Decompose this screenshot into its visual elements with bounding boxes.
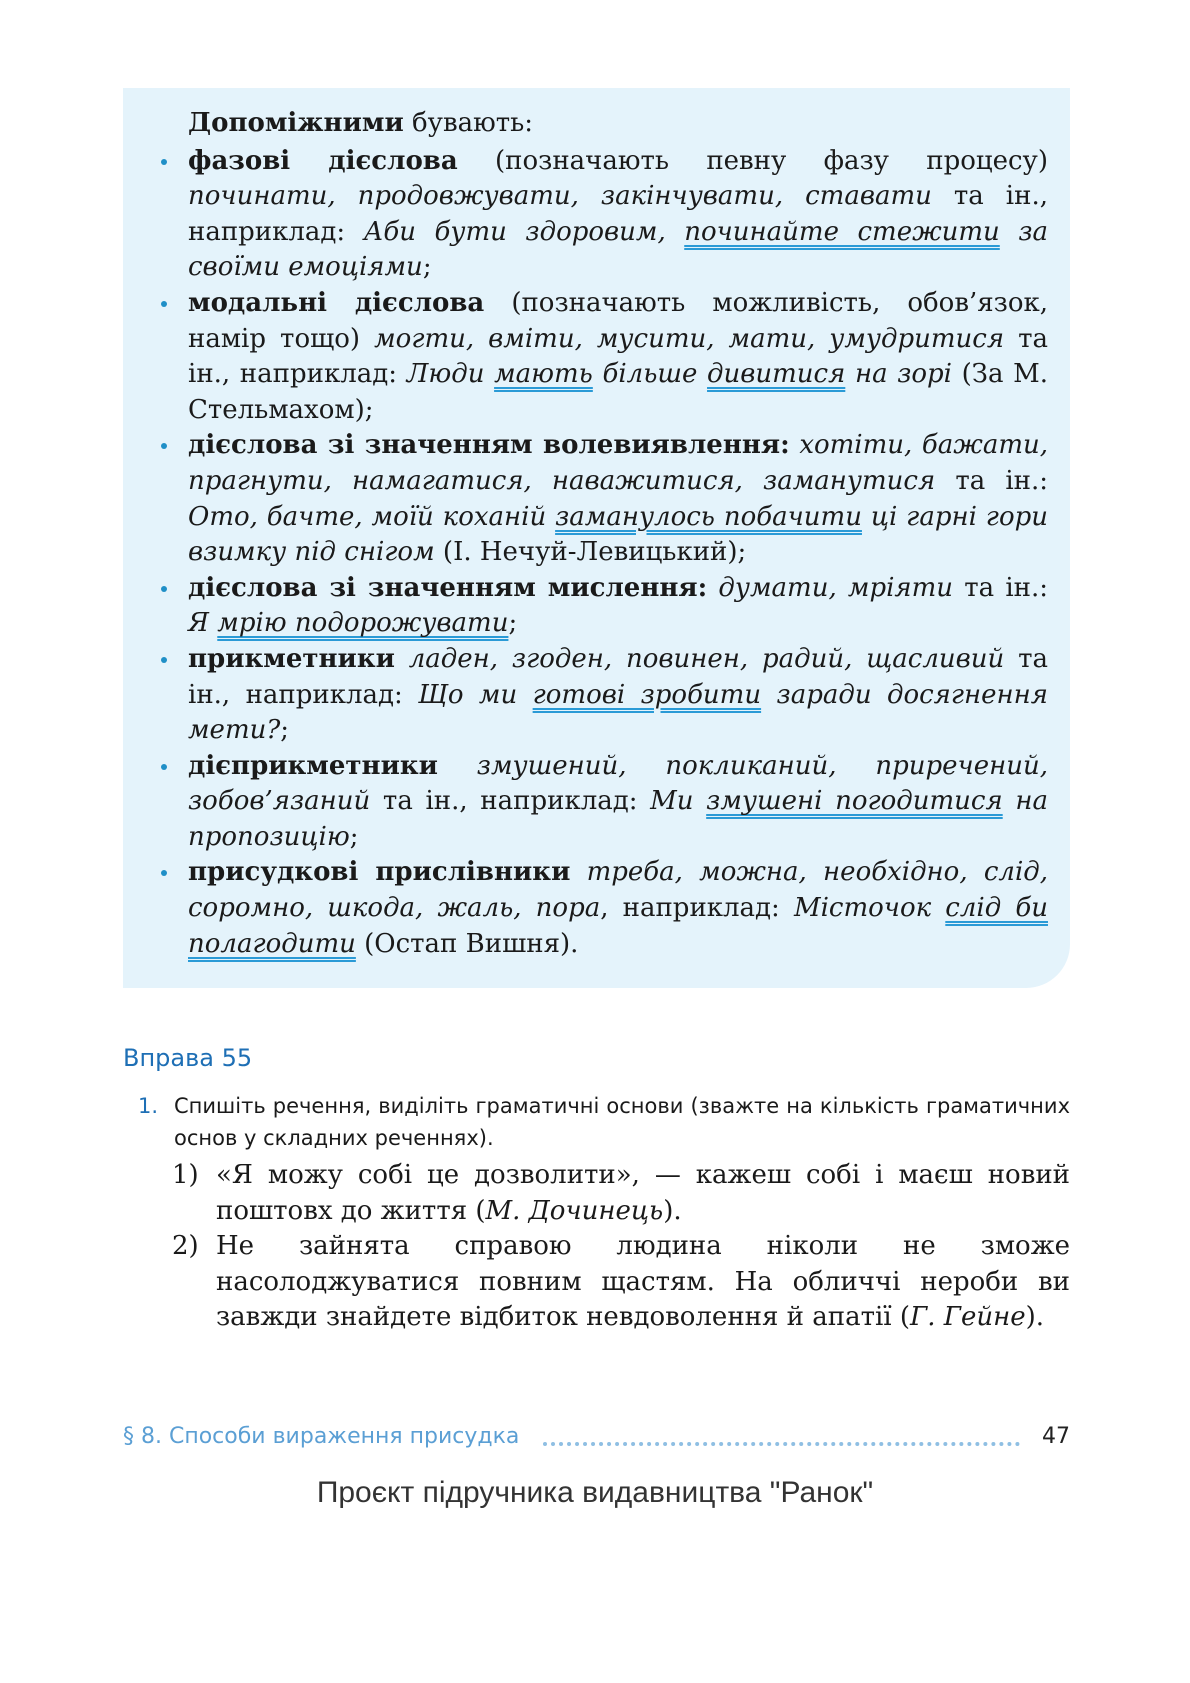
example-sentence: за своїми емоціями <box>188 216 1049 283</box>
example-sentence: Що ми <box>418 679 533 710</box>
item-text: (позначають певну фазу процесу) <box>457 145 1048 176</box>
sentence-end: ). <box>663 1195 682 1226</box>
underlined-predicate: заманулось побачити <box>555 501 862 532</box>
example-sentence: заради досягнення мети? <box>188 679 1048 746</box>
rule-item-thinking-verbs <box>188 571 1048 642</box>
example-sentence: Місточок <box>793 893 946 924</box>
item-examples: хотіти, бажати, прагнути, намагатися, наважитися, заманутися <box>188 430 1048 496</box>
sentence-number: 2) <box>172 1231 199 1262</box>
underlined-predicate: дивитися <box>707 359 846 390</box>
item-text: ; <box>280 715 290 746</box>
item-text: та ін., наприклад: <box>188 643 1049 710</box>
example-sentence: Ото, бачте, моїй коханій <box>188 501 556 532</box>
item-text <box>570 857 586 887</box>
item-term: прикметники <box>188 643 395 674</box>
item-text: , наприклад: <box>600 893 794 924</box>
footer-dotted-leader <box>543 1442 1020 1446</box>
item-text <box>790 430 800 460</box>
item-text: ; <box>422 252 432 283</box>
example-sentence: більше <box>592 359 708 390</box>
underlined-predicate: мрію подорожувати <box>217 608 509 639</box>
exercise-sentences <box>172 1158 1070 1336</box>
item-text: (І. Нечуй-Левицький); <box>434 537 747 568</box>
item-term: присудкові прислівники <box>188 857 571 888</box>
item-text: та ін., наприклад: <box>370 786 651 817</box>
underlined-predicate: починайте стежити <box>684 216 1000 247</box>
sentence-number: 1) <box>172 1160 199 1190</box>
item-examples: треба, можна, необхідно, слід, соромно, шкода, жаль, пора <box>188 857 1049 924</box>
example-sentence: Ми <box>650 786 707 817</box>
underlined-predicate: мають <box>494 359 593 390</box>
item-text: (позначають можливість, обов’язок, намір тощо) <box>188 287 1048 354</box>
example-sentence: Аби бути здоровим, <box>363 216 685 247</box>
item-text: та ін., наприклад: <box>188 323 1048 390</box>
sentence-author: Г. Гейне <box>910 1302 1026 1333</box>
item-text <box>707 573 718 603</box>
item-text: та ін.: <box>935 465 1048 496</box>
sentence-text: «Я можу собі це дозволити», — кажеш собі і маєш новий поштовх до життя ( <box>216 1160 1070 1226</box>
item-examples: могти, вміти, мусити, мати, умудритися <box>374 323 1005 354</box>
item-term: фазові дієслова <box>188 145 458 176</box>
underlined-predicate: готові зробити <box>532 679 762 710</box>
example-sentence: на зорі <box>845 359 953 390</box>
item-examples: починати, продовжувати, закінчувати, ставати <box>188 181 932 212</box>
item-text: (За М. Стельмахом); <box>188 359 1049 425</box>
rule-item-phase-verbs <box>188 144 1048 286</box>
sentence-2 <box>172 1229 1070 1336</box>
underlined-predicate: змушені погодитися <box>706 786 1003 817</box>
sentence-author: М. Дочинець <box>485 1195 664 1226</box>
task-text: Спишіть речення, виділіть граматичні основи (зважте на кількість граматичних основ у складних реченнях). <box>174 1094 1070 1150</box>
item-term: модальні дієслова <box>188 287 485 318</box>
item-term: дієслова зі значенням волевиявлення: <box>188 430 790 461</box>
item-text: ; <box>508 608 518 639</box>
example-sentence: Люди <box>406 359 495 390</box>
sentence-end: ). <box>1025 1302 1045 1333</box>
rule-item-predicative-adverbs <box>188 855 1048 962</box>
rule-item-participles <box>188 749 1048 856</box>
item-term: дієприкметники <box>188 750 438 781</box>
rule-item-volition-verbs <box>188 428 1048 570</box>
intro-rest: бувають: <box>403 108 534 138</box>
example-sentence: на пропозицію <box>188 786 1048 852</box>
example-sentence: Я <box>188 608 218 639</box>
item-text <box>395 644 409 674</box>
item-examples: ладен, згоден, повинен, радий, щасливий <box>408 643 1005 674</box>
footer-section-title: § 8. Способи вираження присудка <box>123 1424 520 1449</box>
item-text <box>438 751 477 781</box>
rule-item-modal-verbs <box>188 286 1048 428</box>
rule-intro <box>188 106 1048 142</box>
intro-term: Допоміжними <box>188 108 404 138</box>
page-number: 47 <box>1042 1424 1070 1449</box>
sentence-text: Не зайнята справою людина ніколи не зможе насолоджуватися повним щастям. На обличчі нероби ви завжди знайдете відбиток невдоволення й апатії ( <box>216 1231 1070 1333</box>
rule-list <box>188 144 1048 963</box>
underlined-predicate: слід би полагодити <box>188 893 1048 959</box>
publisher-watermark: Проєкт підручника видавництва "Ранок" <box>316 1476 874 1509</box>
task-number: 1. <box>138 1094 159 1118</box>
item-examples: змушений, покликаний, приречений, зобов’язаний <box>188 750 1048 817</box>
item-text: та ін., наприклад: <box>188 181 1048 247</box>
sentence-1 <box>172 1158 1070 1229</box>
exercise-title: Вправа 55 <box>123 1044 253 1072</box>
rule-box <box>123 88 1070 988</box>
item-text: та ін.: <box>953 572 1048 603</box>
rule-item-adjectives <box>188 642 1048 749</box>
item-text: ; <box>349 821 359 852</box>
item-examples: думати, мріяти <box>718 572 954 603</box>
page-footer <box>123 1424 1070 1464</box>
item-text: (Остап Вишня). <box>355 928 579 959</box>
item-term: дієслова зі значенням мислення: <box>188 572 708 603</box>
exercise-task <box>138 1090 1070 1154</box>
example-sentence: ці гарні гори взимку під снігом <box>188 501 1048 568</box>
